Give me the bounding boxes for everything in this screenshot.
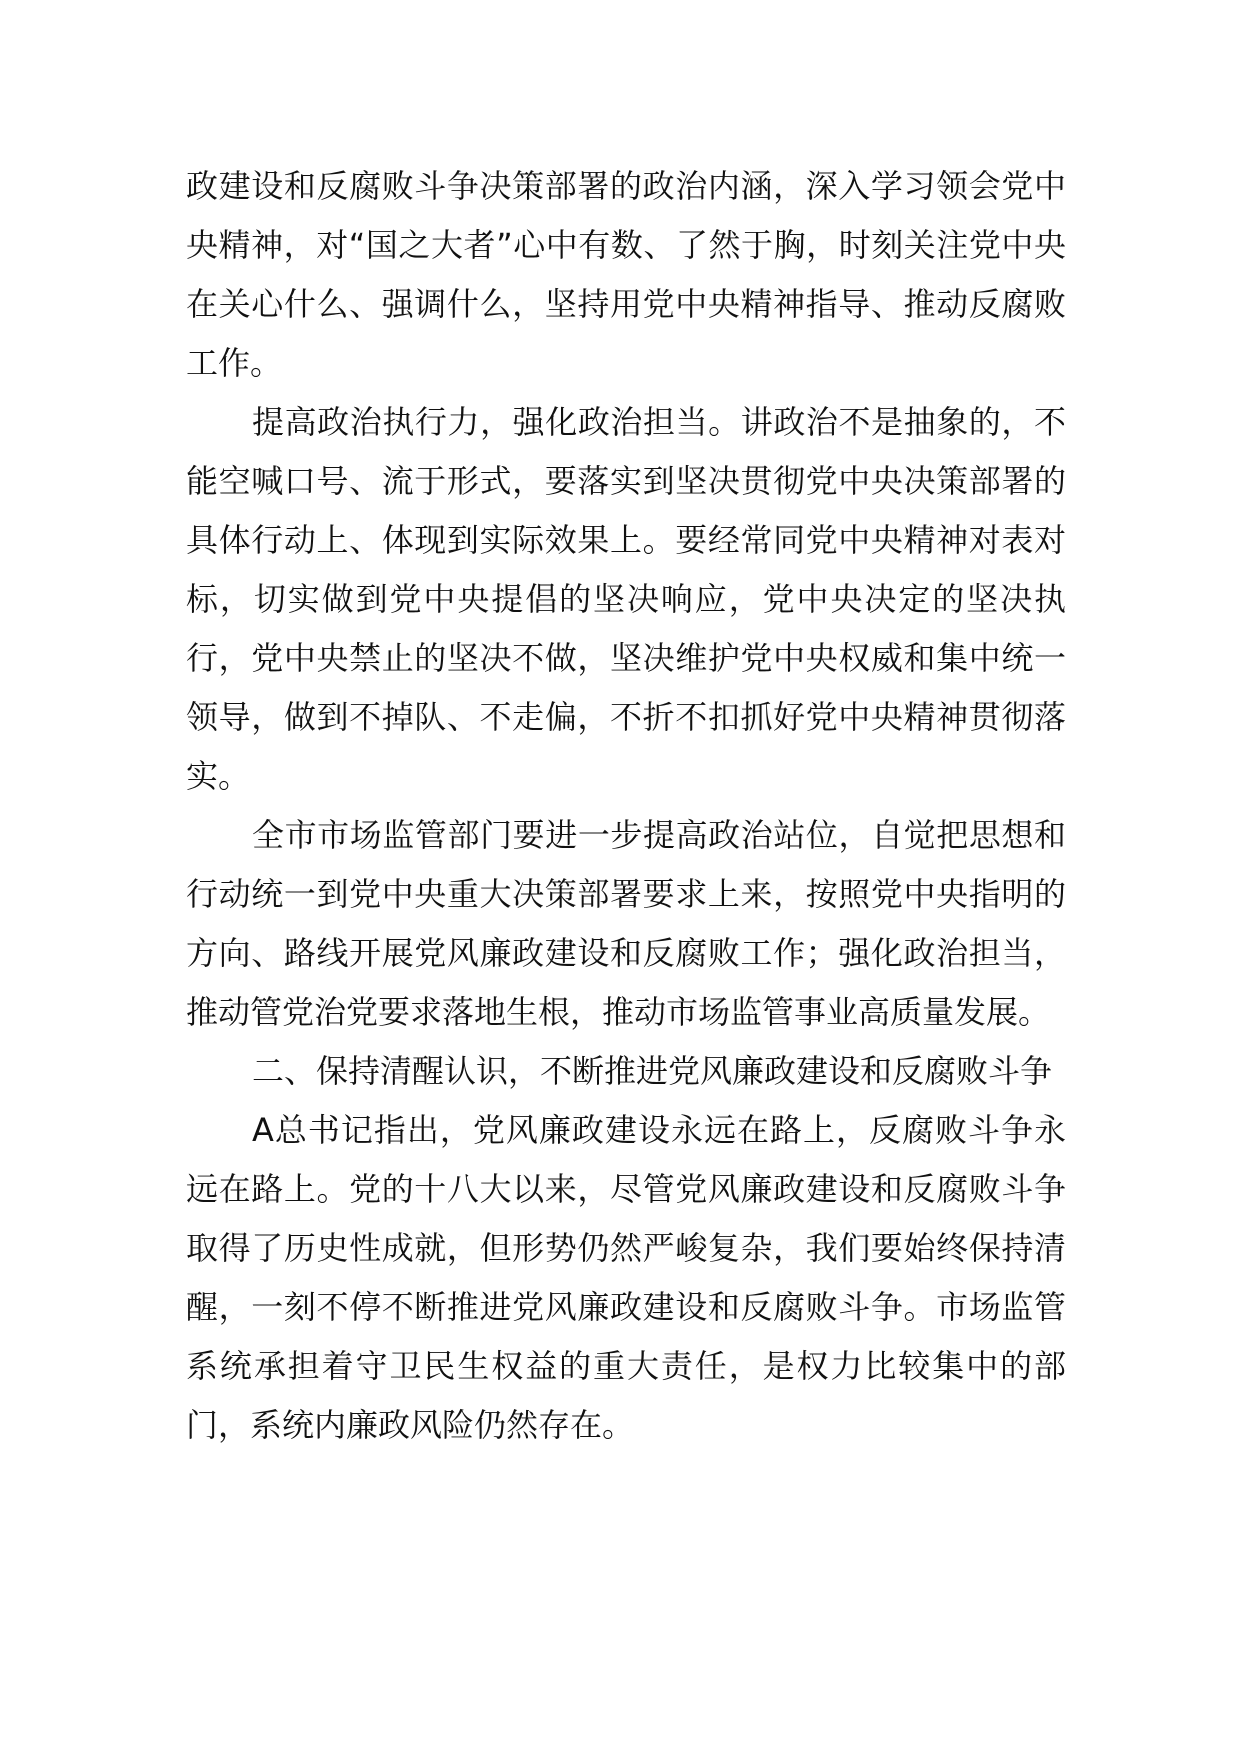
section-heading-two: 二、保持清醒认识，不断推进党风廉政建设和反腐败斗争	[252, 1052, 1053, 1090]
paragraph-market-supervision: 全市市场监管部门要进一步提高政治站位，自觉把思想和行动统一到党中央重大决策部署要求上来，按照党中央指明的方向、路线开展党风廉政建设和反腐败工作；强化政治担当，推动管党治党要求落地生根，推动市场监管事业高质量发展。	[186, 816, 1066, 1031]
paragraph-political-execution: 提高政治执行力，强化政治担当。讲政治不是抽象的，不能空喊口号、流于形式，要落实到坚决贯彻党中央决策部署的具体行动上、体现到实际效果上。要经常同党中央精神对表对标，切实做到党中央提倡的坚决响应，党中央决定的坚决执行，党中央禁止的坚决不做，坚决维护党中央权威和集中统一领导，做到不掉队、不走偏，不折不扣抓好党中央精神贯彻落实。	[186, 403, 1066, 795]
paragraph-continuation: 政建设和反腐败斗争决策部署的政治内涵，深入学习领会党中央精神，对“国之大者”心中有数、了然于胸，时刻关注党中央在关心什么、强调什么，坚持用党中央精神指导、推动反腐败工作。	[186, 167, 1066, 382]
document-body	[186, 157, 1066, 1455]
paragraph-anti-corruption: A总书记指出，党风廉政建设永远在路上，反腐败斗争永远在路上。党的十八大以来，尽管党风廉政建设和反腐败斗争取得了历史性成就，但形势仍然严峻复杂，我们要始终保持清醒，一刻不停不断推进党风廉政建设和反腐败斗争。市场监管系统承担着守卫民生权益的重大责任，是权力比较集中的部门，系统内廉政风险仍然存在。	[186, 1111, 1066, 1444]
